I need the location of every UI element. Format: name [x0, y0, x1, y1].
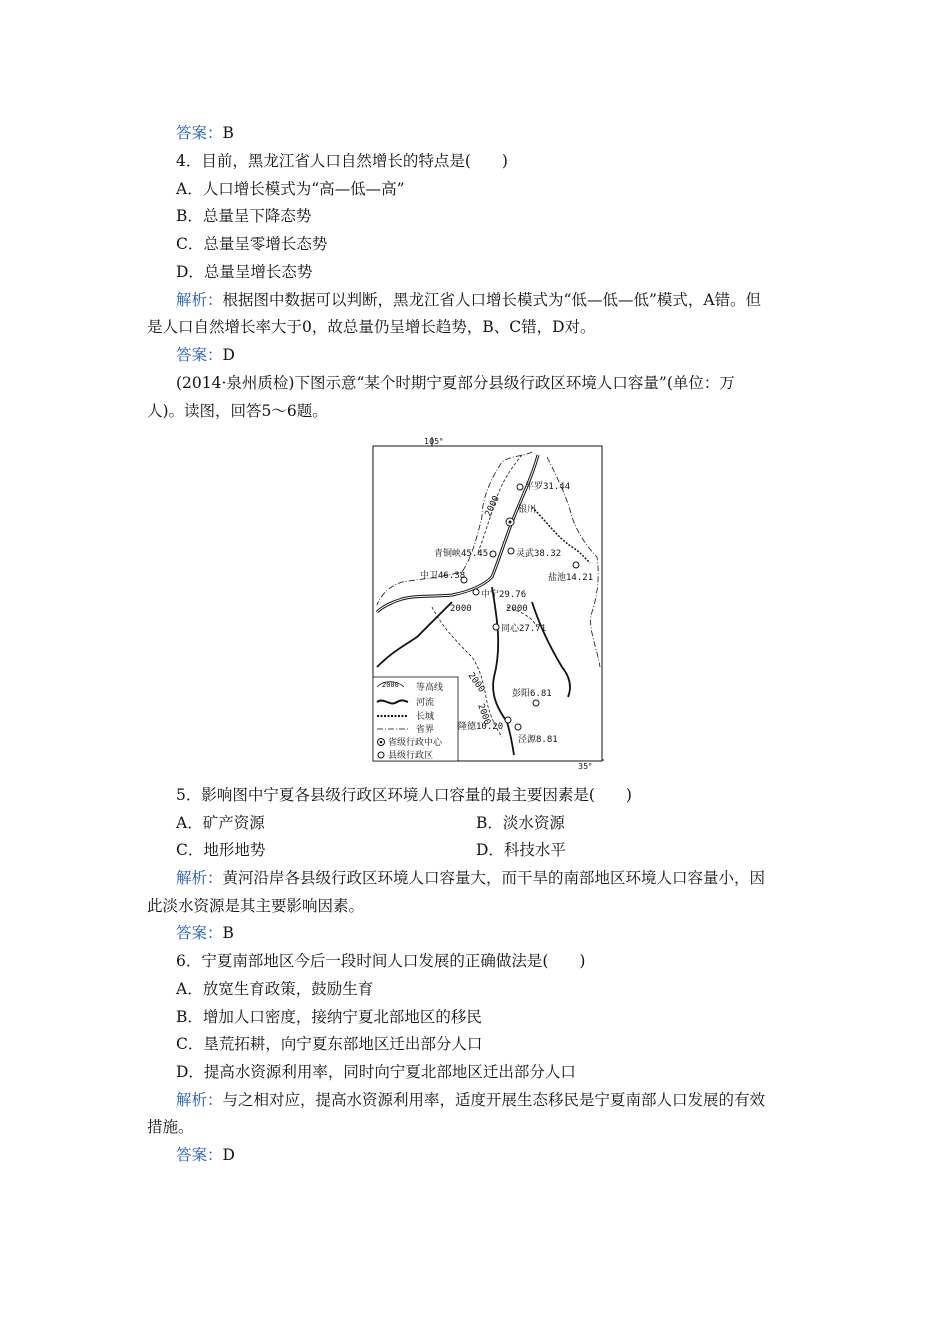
q4-option-c: C．总量呈零增长态势 [176, 235, 328, 253]
intro-line2: 人)。读图，回答5～6题。 [147, 402, 328, 420]
svg-text:省级行政中心: 省级行政中心 [388, 738, 443, 748]
yellow-river-inner [377, 455, 538, 612]
lingwu-label: 灵武38.32 [516, 549, 562, 559]
svg-text:长城: 长城 [416, 712, 435, 722]
q5-answer: 答案：B [176, 924, 234, 942]
jingyuan-marker [515, 724, 521, 730]
svg-text:2000: 2000 [382, 681, 399, 689]
pingluo-label: 平罗31.44 [525, 482, 571, 492]
q4-stem: 4．目前，黑龙江省人口自然增长的特点是( ) [176, 152, 508, 170]
contour-label-3: 2000 [506, 604, 528, 614]
legend-provincial-center [378, 736, 444, 748]
jingyuan-label: 泾源8.81 [518, 735, 558, 745]
q6-option-c: C．垦荒拓耕，向宁夏东部地区迁出部分人口 [176, 1035, 483, 1053]
tongxin-marker [493, 624, 499, 630]
svg-text:河流: 河流 [416, 698, 435, 708]
tongxin-label: 同心27.71 [501, 624, 547, 634]
longde-marker [505, 717, 511, 723]
ningxia-map [372, 437, 604, 771]
q5-option-d: D．科技水平 [476, 841, 566, 859]
q5-option-b: B．淡水资源 [476, 814, 565, 832]
pingluo-marker [517, 484, 523, 490]
q6-answer: 答案：D [176, 1146, 235, 1164]
q4-option-b: B．总量呈下降态势 [176, 207, 312, 225]
zhongning-marker [473, 589, 479, 595]
longde-label: 隆德10.20 [458, 722, 504, 732]
q5-analysis-cont: 此淡水资源是其主要影响因素。 [147, 897, 365, 915]
q6-option-b: B．增加人口密度，接纳宁夏北部地区的移民 [176, 1008, 482, 1026]
q6-analysis: 解析：与之相对应，提高水资源利用率，适度开展生态移民是宁夏南部人口发展的有效 [176, 1091, 766, 1109]
contour-helan [477, 455, 522, 555]
lon-label: 105° [424, 437, 444, 446]
q6-stem: 6．宁夏南部地区今后一段时间人口发展的正确做法是( ) [176, 952, 586, 970]
contour-label-2: 2000 [450, 604, 472, 614]
zhongwei-label: 中卫46.38 [420, 571, 466, 581]
q5-option-c: C．地形地势 [176, 841, 266, 859]
yellow-river [377, 455, 538, 612]
contour-label-5: 2000 [475, 702, 492, 727]
q6-analysis-cont: 措施。 [147, 1118, 194, 1136]
q4-answer: 答案：D [176, 346, 235, 364]
qingtongxia-marker [490, 551, 496, 557]
q4-analysis-cont: 是人口自然增长率大于0，故总量仍呈增长趋势，B、C错，D对。 [147, 318, 596, 336]
q3-answer: 答案：B [176, 124, 234, 142]
zhongning-label: 中宁29.76 [481, 590, 527, 600]
q6-option-a: A．放宽生育政策，鼓励生育 [176, 980, 374, 998]
map-drawing [372, 437, 604, 771]
svg-text:等高线: 等高线 [416, 683, 444, 693]
yinchuan-marker-inner [509, 521, 512, 524]
pengyang-label: 彭阳6.81 [512, 689, 552, 699]
yanchi-label: 盐池14.21 [548, 573, 594, 583]
yinchuan-label: 银川 [518, 505, 537, 515]
west-tributary [377, 602, 452, 667]
qingtongxia-label: 青铜峡45.45 [434, 549, 489, 559]
q5-stem: 5．影响图中宁夏各县级行政区环境人口容量的最主要因素是( ) [176, 786, 632, 804]
q5-analysis: 解析：黄河沿岸各县级行政区环境人口容量大，而干旱的南部地区环境人口容量小，因 [176, 869, 766, 887]
lingwu-marker [508, 548, 514, 554]
q6-option-d: D．提高水资源利用率，同时向宁夏北部地区迁出部分人口 [176, 1063, 576, 1081]
yanchi-marker [573, 562, 579, 568]
east-river [532, 602, 570, 697]
q5-option-a: A．矿产资源 [176, 814, 265, 832]
intro-line1: (2014·泉州质检)下图示意“某个时期宁夏部分县级行政区环境人口容量”(单位：万 [176, 374, 735, 392]
q4-analysis: 解析：根据图中数据可以判断，黑龙江省人口增长模式为“低—低—低”模式，A错。但 [176, 291, 762, 309]
svg-text:省界: 省界 [416, 725, 435, 735]
contour-label-4: 2000 [465, 670, 487, 695]
svg-text:县级行政区: 县级行政区 [388, 751, 434, 761]
pengyang-marker [533, 700, 539, 706]
lat-label: 35° [578, 762, 593, 771]
q4-option-d: D．总量呈增长态势 [176, 263, 313, 281]
contour-label-1: 2000 [483, 494, 502, 519]
q4-option-a: A．人口增长模式为“高—低—高” [176, 180, 405, 198]
